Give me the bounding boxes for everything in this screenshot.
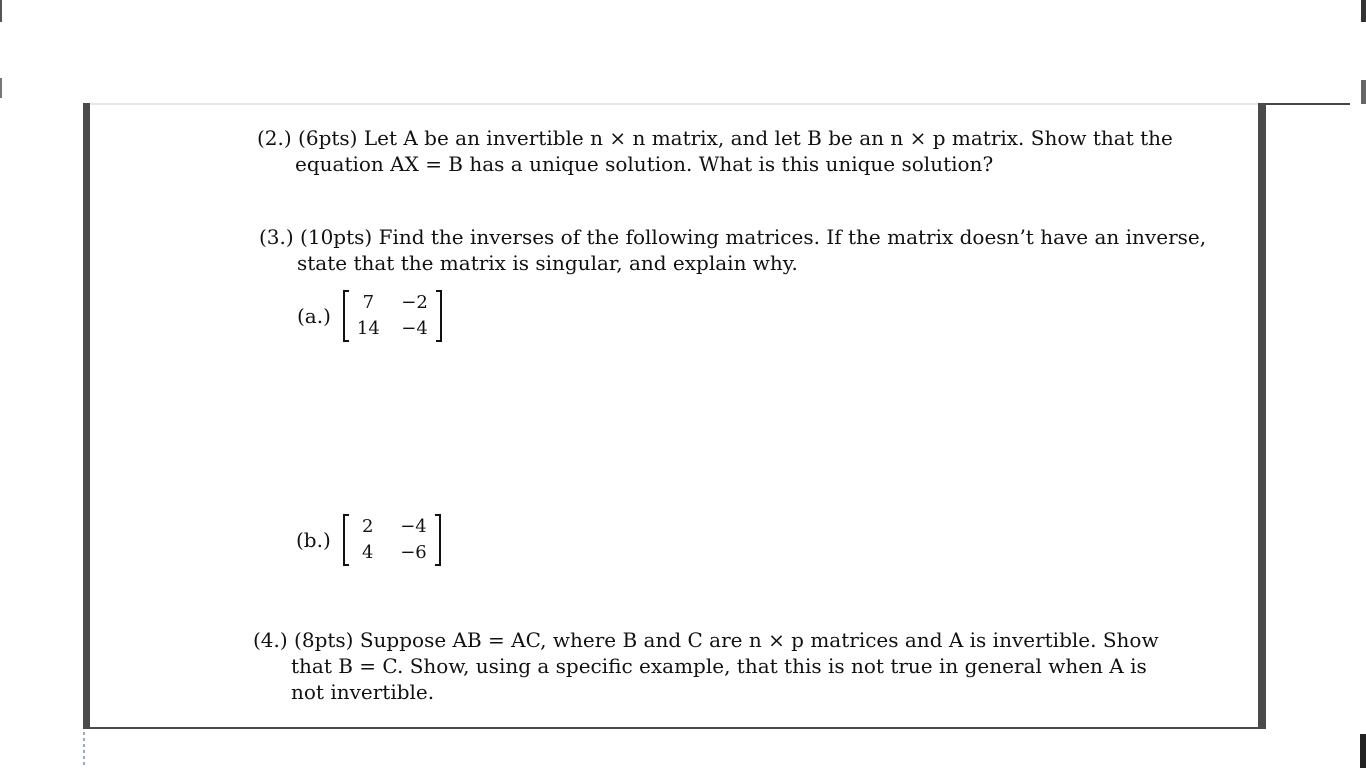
matrix-a-cell: −4 <box>401 318 428 339</box>
window-edge-mark <box>1360 734 1366 768</box>
problem-4 <box>253 627 1159 705</box>
matrix-b-cell: 4 <box>362 542 374 563</box>
page-right-border <box>1258 103 1266 728</box>
matrix-a-cell: 7 <box>362 292 375 313</box>
window-edge-mark <box>0 78 2 98</box>
matrix-b-cell: 2 <box>362 516 374 537</box>
problem-4-text-2: that B = C. Show, using a specific example, that this is not true in general when A is <box>291 654 1147 678</box>
matrix-item-b <box>296 514 441 566</box>
problem-2-number: (2.) <box>257 126 292 150</box>
problem-3-text-1: (10pts) Find the inverses of the following matrices. If the matrix doesn’t have an inverse, <box>300 225 1207 249</box>
problem-4-text-1: (8pts) Suppose AB = AC, where B and C are n × p matrices and A is invertible. Show <box>294 628 1159 652</box>
matrix-a-right-bracket <box>436 290 442 342</box>
matrix-b-cell: −6 <box>400 542 427 563</box>
matrix-b <box>349 515 435 565</box>
matrix-b-right-bracket <box>435 514 441 566</box>
window-edge-mark <box>83 732 85 768</box>
matrix-a <box>349 291 436 341</box>
page-left-border <box>83 103 90 728</box>
matrix-b-cell: −4 <box>400 516 427 537</box>
problem-3 <box>259 224 1207 276</box>
problem-2-text-2: equation AX = B has a unique solution. What is this unique solution? <box>295 152 994 176</box>
page-top-edge-shadow <box>1266 103 1350 105</box>
problem-2-line-1 <box>257 125 1173 151</box>
problem-4-line-1 <box>253 627 1159 653</box>
problem-3-line-1 <box>259 224 1207 250</box>
problem-2-text-1: (6pts) Let A be an invertible n × n matrix, and let B be an n × p matrix. Show that the <box>298 126 1173 150</box>
matrix-a-cell: −2 <box>401 292 428 313</box>
problem-3-text-2: state that the matrix is singular, and explain why. <box>297 251 798 275</box>
problem-4-number: (4.) <box>253 628 288 652</box>
problem-2 <box>257 125 1173 177</box>
window-edge-mark <box>1361 80 1366 104</box>
matrix-b-label: (b.) <box>296 528 331 552</box>
matrix-a-cell: 14 <box>356 318 380 339</box>
matrix-a-label: (a.) <box>297 304 331 328</box>
problem-3-number: (3.) <box>259 225 294 249</box>
window-edge-mark <box>0 0 2 22</box>
page-top-edge <box>86 103 1350 105</box>
window-edge-mark <box>1361 0 1366 22</box>
matrix-item-a <box>297 290 442 342</box>
problem-4-text-3: not invertible. <box>291 680 435 704</box>
page-bottom-edge <box>83 727 1266 729</box>
